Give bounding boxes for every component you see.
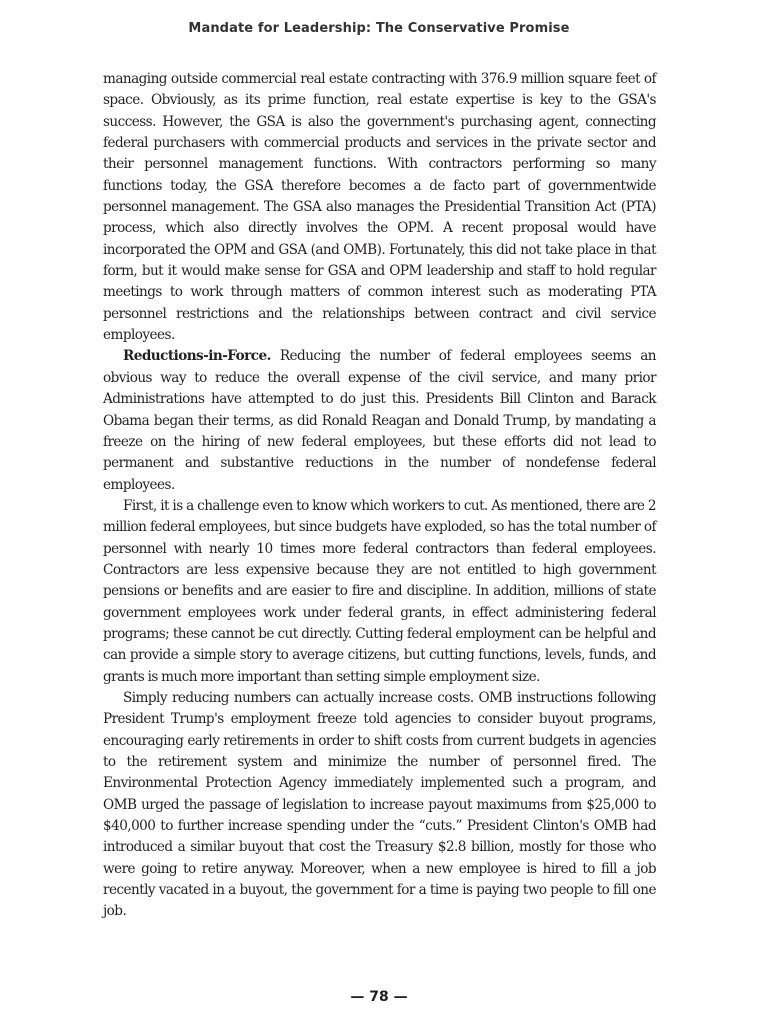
paragraph-text: First, it is a challenge even to know which workers to cut. As mentioned, there are 2 million federal employees, but since budgets have exploded, so has the total number of personnel with nearly 10 times more federal contractors than federal employees. Contractors are less expensive because they are not entitled to high government pensions or benefits and are easier to fire and discipline. In addition, millions of state government employees work under federal grants, in effect administering federal programs; these cannot be cut directly. Cutting federal employment can be helpful and can provide a simple story to average citizens, but cutting functions, levels, funds, and grants is much more important than setting simple employment size.: [103, 497, 656, 685]
paragraph-which-workers: [103, 496, 656, 688]
running-head: Mandate for Leadership: The Conservative Promise: [188, 21, 570, 36]
paragraph-reductions-in-force: [103, 346, 656, 495]
paragraph-text: Reducing the number of federal employees seems an obvious way to reduce the overall expense of the civil service, and many prior Administrations have attempted to do just this. Presidents Bill Clinton and Barack Obama began their terms, as did Ronald Reagan and Donald Trump, by mandating a freeze on the hiring of new federal employees, but these efforts did not lead to permanent and substantive reductions in the number of nondefense federal employees.: [103, 348, 656, 493]
paragraph-text: Simply reducing numbers can actually increase costs. OMB instructions following President Trump's employment freeze told agencies to consider buyout programs, encouraging early retirements in order to shift costs from current budgets in agencies to the retirement system and minimize the number of personnel fired. The Environmental Protection Agency immediately implemented such a program, and OMB urged the passage of legislation to increase payout maximums from $25,000 to $40,000 to further increase spending under the “cuts.” President Clinton's OMB had introduced a similar buyout that cost the Treasury $2.8 billion, mostly for those who were going to retire anyway. Moreover, when a new employee is hired to fill a job recently vacated in a buyout, the government for a time is paying two people to fill one job.: [103, 689, 656, 920]
paragraph-text: managing outside commercial real estate contracting with 376.9 million square feet of space. Obviously, as its prime function, real estate expertise is key to the GSA's success. However, the GSA is also the government's purchasing agent, connecting federal purchasers with commercial products and services in the private sector and their personnel management functions. With contractors performing so many functions today, the GSA therefore becomes a de facto part of governmentwide personnel management. The GSA also manages the Presidential Transition Act (PTA) process, which also directly involves the OPM. A recent proposal would have incorporated the OPM and GSA (and OMB). Fortunately, this did not take place in that form, but it would make sense for GSA and OPM leadership and staff to hold regular meetings to work through matters of common interest such as moderating PTA personnel restrictions and the relationships between contract and civil service employees.: [103, 71, 656, 344]
page-number: — 78 —: [350, 989, 408, 1005]
paragraph-continuation: [103, 69, 656, 346]
paragraph-costs: [103, 688, 656, 923]
body-text: [103, 69, 656, 923]
run-in-heading: Reductions-in-Force.: [123, 348, 271, 365]
